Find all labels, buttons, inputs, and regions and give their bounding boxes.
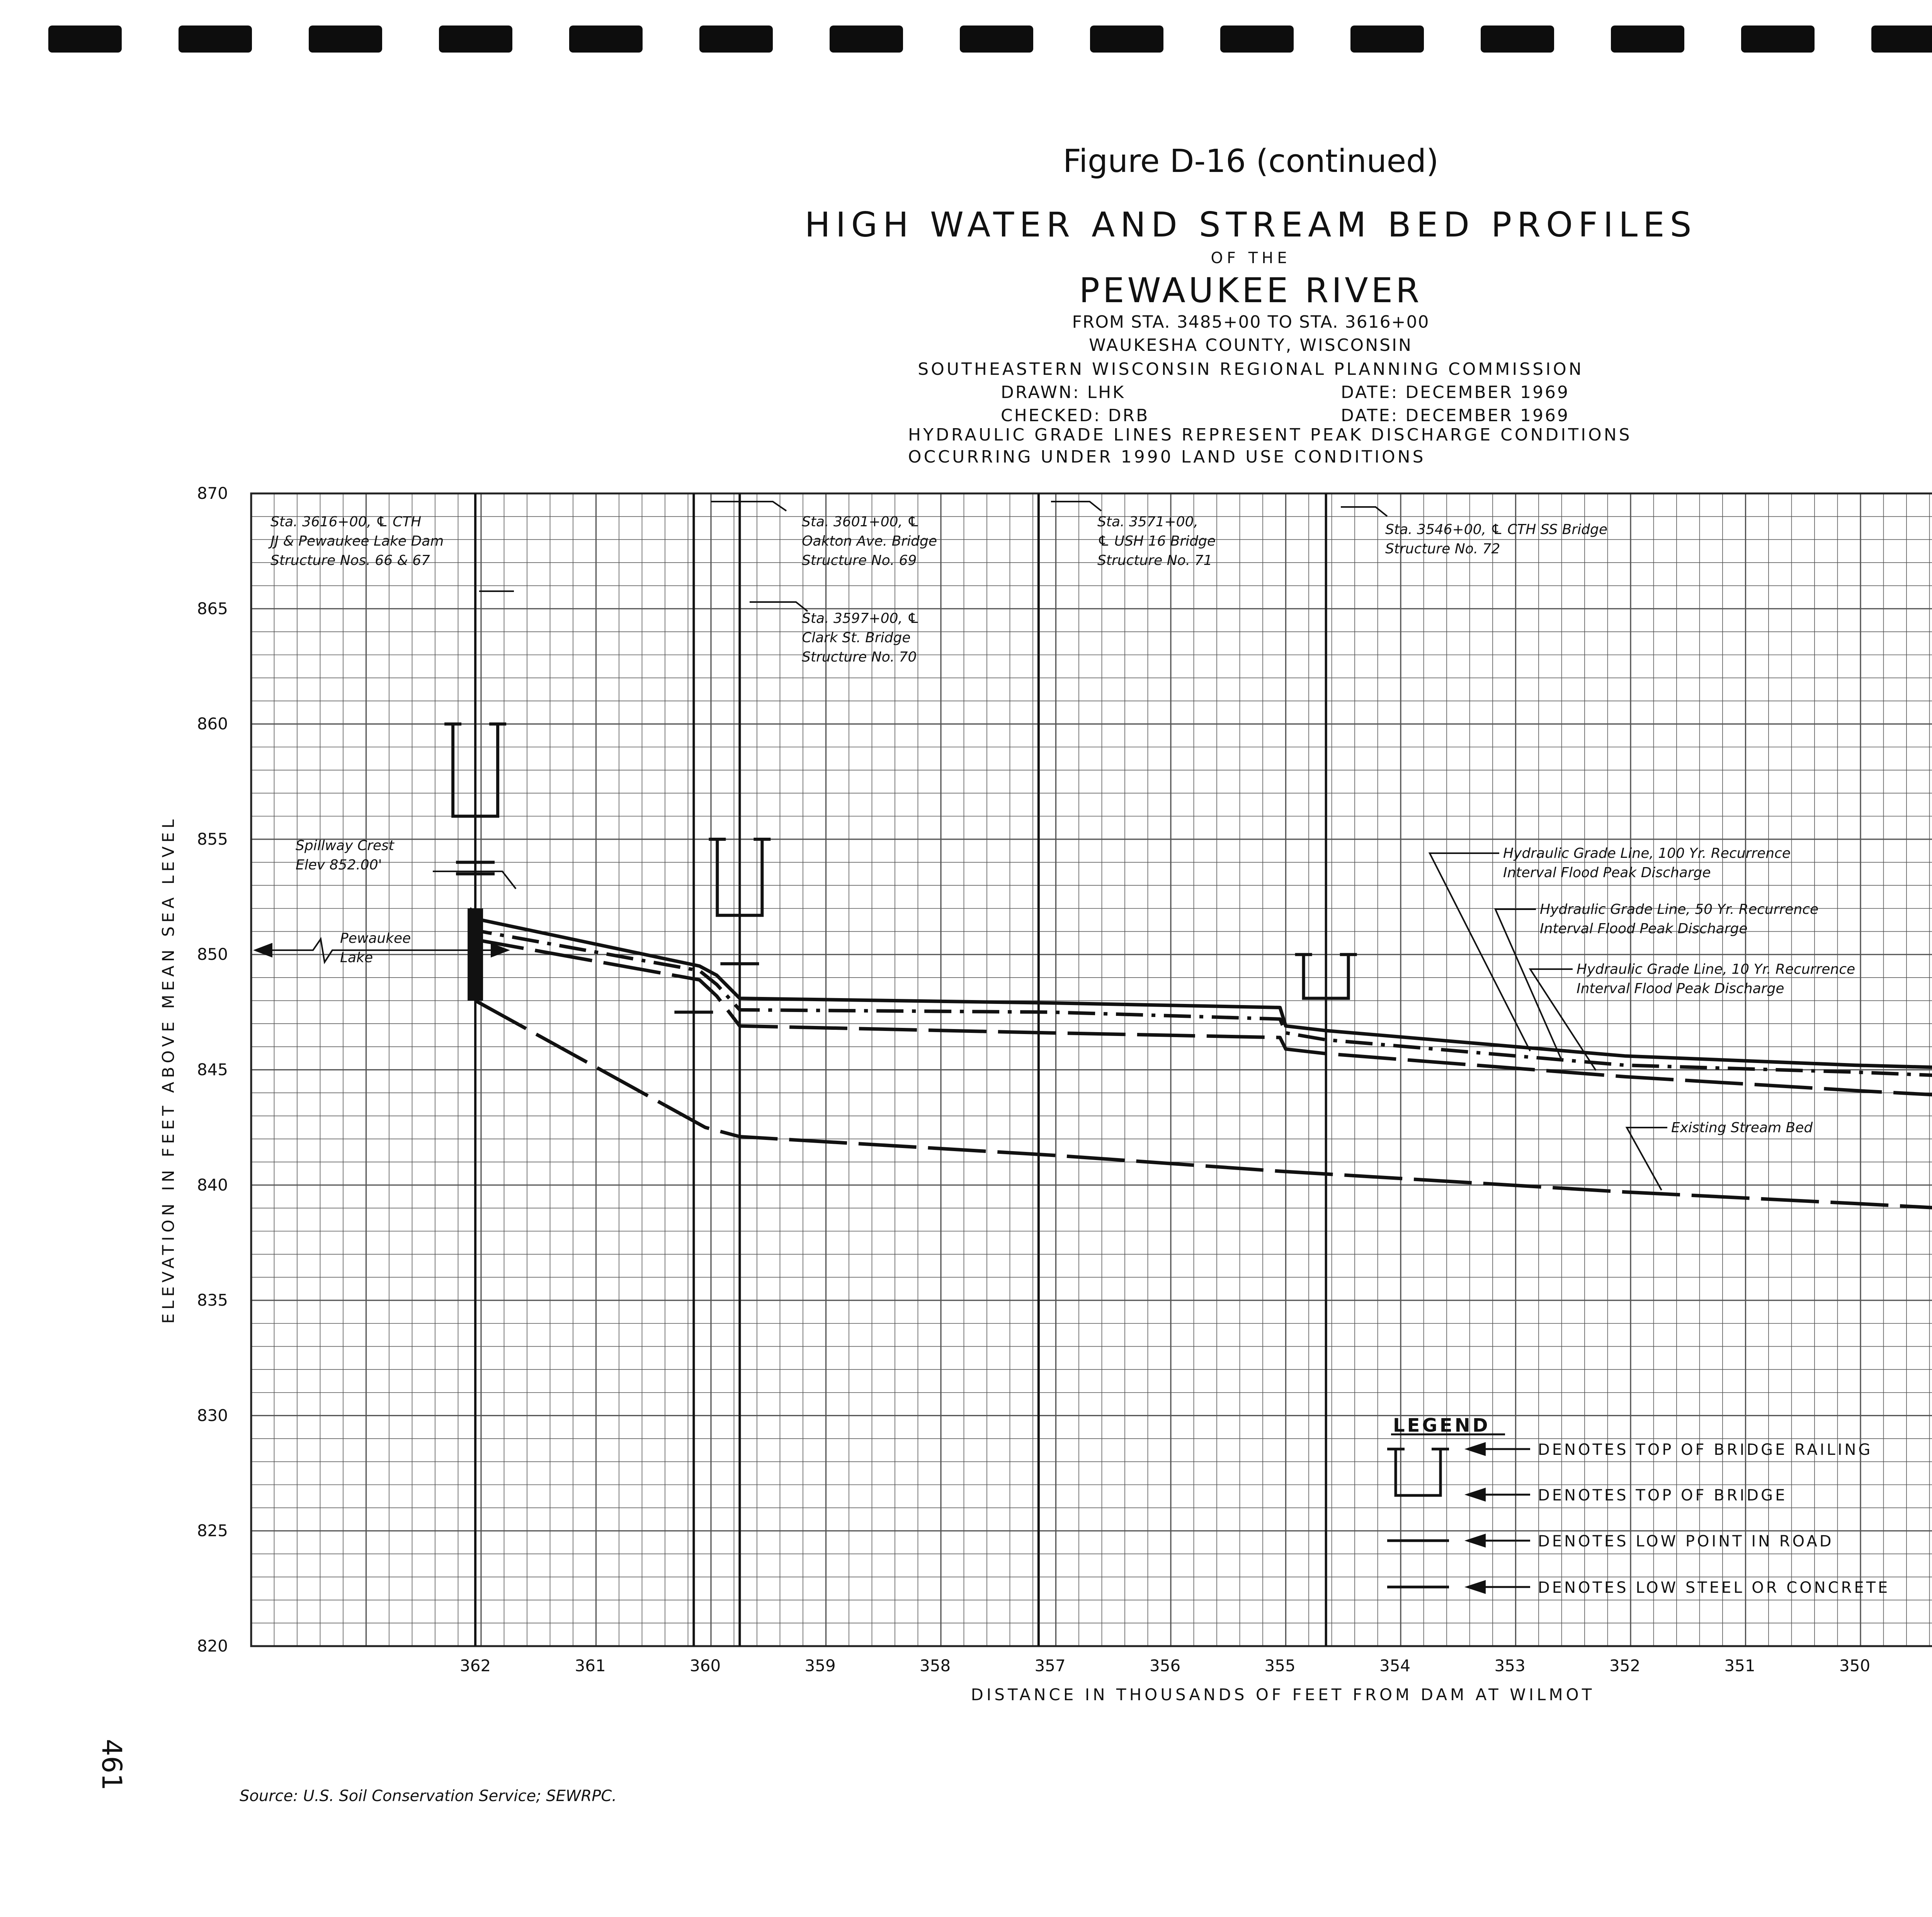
series-label: Interval Flood Peak Discharge: [1503, 865, 1711, 881]
arrow-head: [253, 943, 272, 958]
legend-item: DENOTES TOP OF BRIDGE: [1538, 1487, 1787, 1504]
legend-item: DENOTES LOW POINT IN ROAD: [1538, 1533, 1834, 1550]
lake-label: Lake: [340, 950, 373, 966]
x-tick-label: 356: [1150, 1656, 1181, 1675]
series-label: Existing Stream Bed: [1671, 1120, 1813, 1136]
y-tick-label: 830: [197, 1406, 228, 1425]
y-tick-label: 820: [197, 1636, 228, 1655]
legend-arrow-head: [1464, 1534, 1486, 1548]
x-tick-label: 358: [920, 1656, 951, 1675]
x-tick-label: 353: [1494, 1656, 1526, 1675]
figure-of-the: OF THE: [1211, 249, 1291, 267]
structure-label: Sta. 3546+00, ℄ CTH SS Bridge: [1385, 522, 1607, 538]
structure-label: Structure No. 71: [1097, 553, 1213, 568]
leader-line: [1341, 507, 1387, 516]
y-tick-label: 850: [197, 945, 228, 964]
x-tick-label: 352: [1609, 1656, 1641, 1675]
structure-label: Oakton Ave. Bridge: [802, 533, 937, 549]
structure-label: ℄ USH 16 Bridge: [1097, 533, 1216, 549]
station-range: FROM STA. 3485+00 TO STA. 3616+00: [1072, 312, 1430, 332]
structure-label: JJ & Pewaukee Lake Dam: [270, 533, 444, 549]
leader-line: [711, 502, 786, 511]
series-label: Hydraulic Grade Line, 100 Yr. Recurrence: [1503, 845, 1791, 861]
structure-label: Structure No. 69: [802, 553, 917, 568]
structure-label: Structure No. 72: [1385, 541, 1500, 557]
leader-line: [1051, 502, 1101, 511]
dam-block: [468, 908, 483, 1001]
drawn-by: DRAWN: LHK: [1001, 383, 1126, 402]
x-axis-label: DISTANCE IN THOUSANDS OF FEET FROM DAM AT WILMOT: [971, 1685, 1595, 1704]
y-tick-label: 865: [197, 599, 228, 618]
structure-label: Sta. 3616+00, ℄ CTH: [270, 514, 422, 530]
structure-label: Clark St. Bridge: [802, 630, 911, 646]
legend-arrow-head: [1464, 1580, 1486, 1594]
hydraulic-note-1: HYDRAULIC GRADE LINES REPRESENT PEAK DISCHARGE CONDITIONS: [908, 425, 1632, 445]
spillway-label: Spillway Crest: [296, 838, 394, 854]
structure-label: Structure No. 70: [802, 649, 917, 665]
county: WAUKESHA COUNTY, WISCONSIN: [1089, 335, 1413, 355]
figure-title: HIGH WATER AND STREAM BED PROFILES: [804, 205, 1697, 245]
x-tick-label: 357: [1034, 1656, 1066, 1675]
x-tick-label: 359: [804, 1656, 836, 1675]
leader-line: [1627, 1128, 1667, 1190]
structure-label: Sta. 3601+00, ℄: [802, 514, 920, 530]
y-tick-label: 855: [197, 829, 228, 849]
y-tick-label: 870: [197, 484, 228, 503]
series-label: Interval Flood Peak Discharge: [1577, 981, 1784, 997]
y-tick-label: 835: [197, 1291, 228, 1310]
page-number: 461: [96, 1739, 128, 1791]
figure-label: Figure D-16 (continued): [1063, 143, 1439, 180]
legend-arrow-head: [1464, 1442, 1486, 1456]
legend-symbol: [1396, 1449, 1440, 1495]
series-label: Hydraulic Grade Line, 10 Yr. Recurrence: [1577, 961, 1855, 977]
drawn-date: DATE: DECEMBER 1969: [1341, 383, 1570, 402]
y-tick-label: 845: [197, 1060, 228, 1079]
lake-label: Pewaukee: [340, 930, 411, 946]
legend-arrow-head: [1464, 1488, 1486, 1502]
structure-label: Sta. 3597+00, ℄: [802, 611, 920, 626]
leader-line: [750, 602, 808, 611]
legend-item: DENOTES TOP OF BRIDGE RAILING: [1538, 1441, 1873, 1459]
x-tick-label: 354: [1379, 1656, 1411, 1675]
x-tick-label: 360: [690, 1656, 721, 1675]
y-tick-label: 860: [197, 714, 228, 733]
agency: SOUTHEASTERN WISCONSIN REGIONAL PLANNING COMMISSION: [918, 359, 1584, 379]
river-name: PEWAUKEE RIVER: [1079, 270, 1423, 310]
annotations: [253, 502, 1855, 1190]
grid-major: [251, 493, 1932, 1646]
x-tick-label: 355: [1264, 1656, 1296, 1675]
source-note: Source: U.S. Soil Conservation Service; SEWRPC.: [240, 1787, 617, 1805]
series-label: Hydraulic Grade Line, 50 Yr. Recurrence: [1540, 902, 1819, 917]
y-tick-labels-left: [197, 484, 228, 1655]
series-label: Interval Flood Peak Discharge: [1540, 921, 1748, 937]
checked-date: DATE: DECEMBER 1969: [1341, 406, 1570, 425]
x-tick-label: 362: [460, 1656, 491, 1675]
x-tick-labels: [460, 1656, 1932, 1675]
x-tick-label: 361: [575, 1656, 606, 1675]
series-line: [469, 920, 1932, 1079]
hydraulic-note-2: OCCURRING UNDER 1990 LAND USE CONDITIONS: [908, 447, 1426, 467]
y-tick-label: 825: [197, 1521, 228, 1540]
x-tick-label: 351: [1724, 1656, 1755, 1675]
x-tick-label: 350: [1839, 1656, 1871, 1675]
legend-title: LEGEND: [1393, 1415, 1490, 1436]
y-tick-label: 840: [197, 1175, 228, 1194]
structure-label: Structure Nos. 66 & 67: [270, 553, 430, 568]
bridge-symbols: [444, 724, 1357, 1012]
structure-label: Sta. 3571+00,: [1097, 514, 1198, 530]
checked-by: CHECKED: DRB: [1001, 406, 1150, 425]
spillway-label: Elev 852.00': [296, 857, 382, 873]
legend-item: DENOTES LOW STEEL OR CONCRETE: [1538, 1579, 1890, 1597]
y-axis-label-left: ELEVATION IN FEET ABOVE MEAN SEA LEVEL: [159, 815, 178, 1324]
